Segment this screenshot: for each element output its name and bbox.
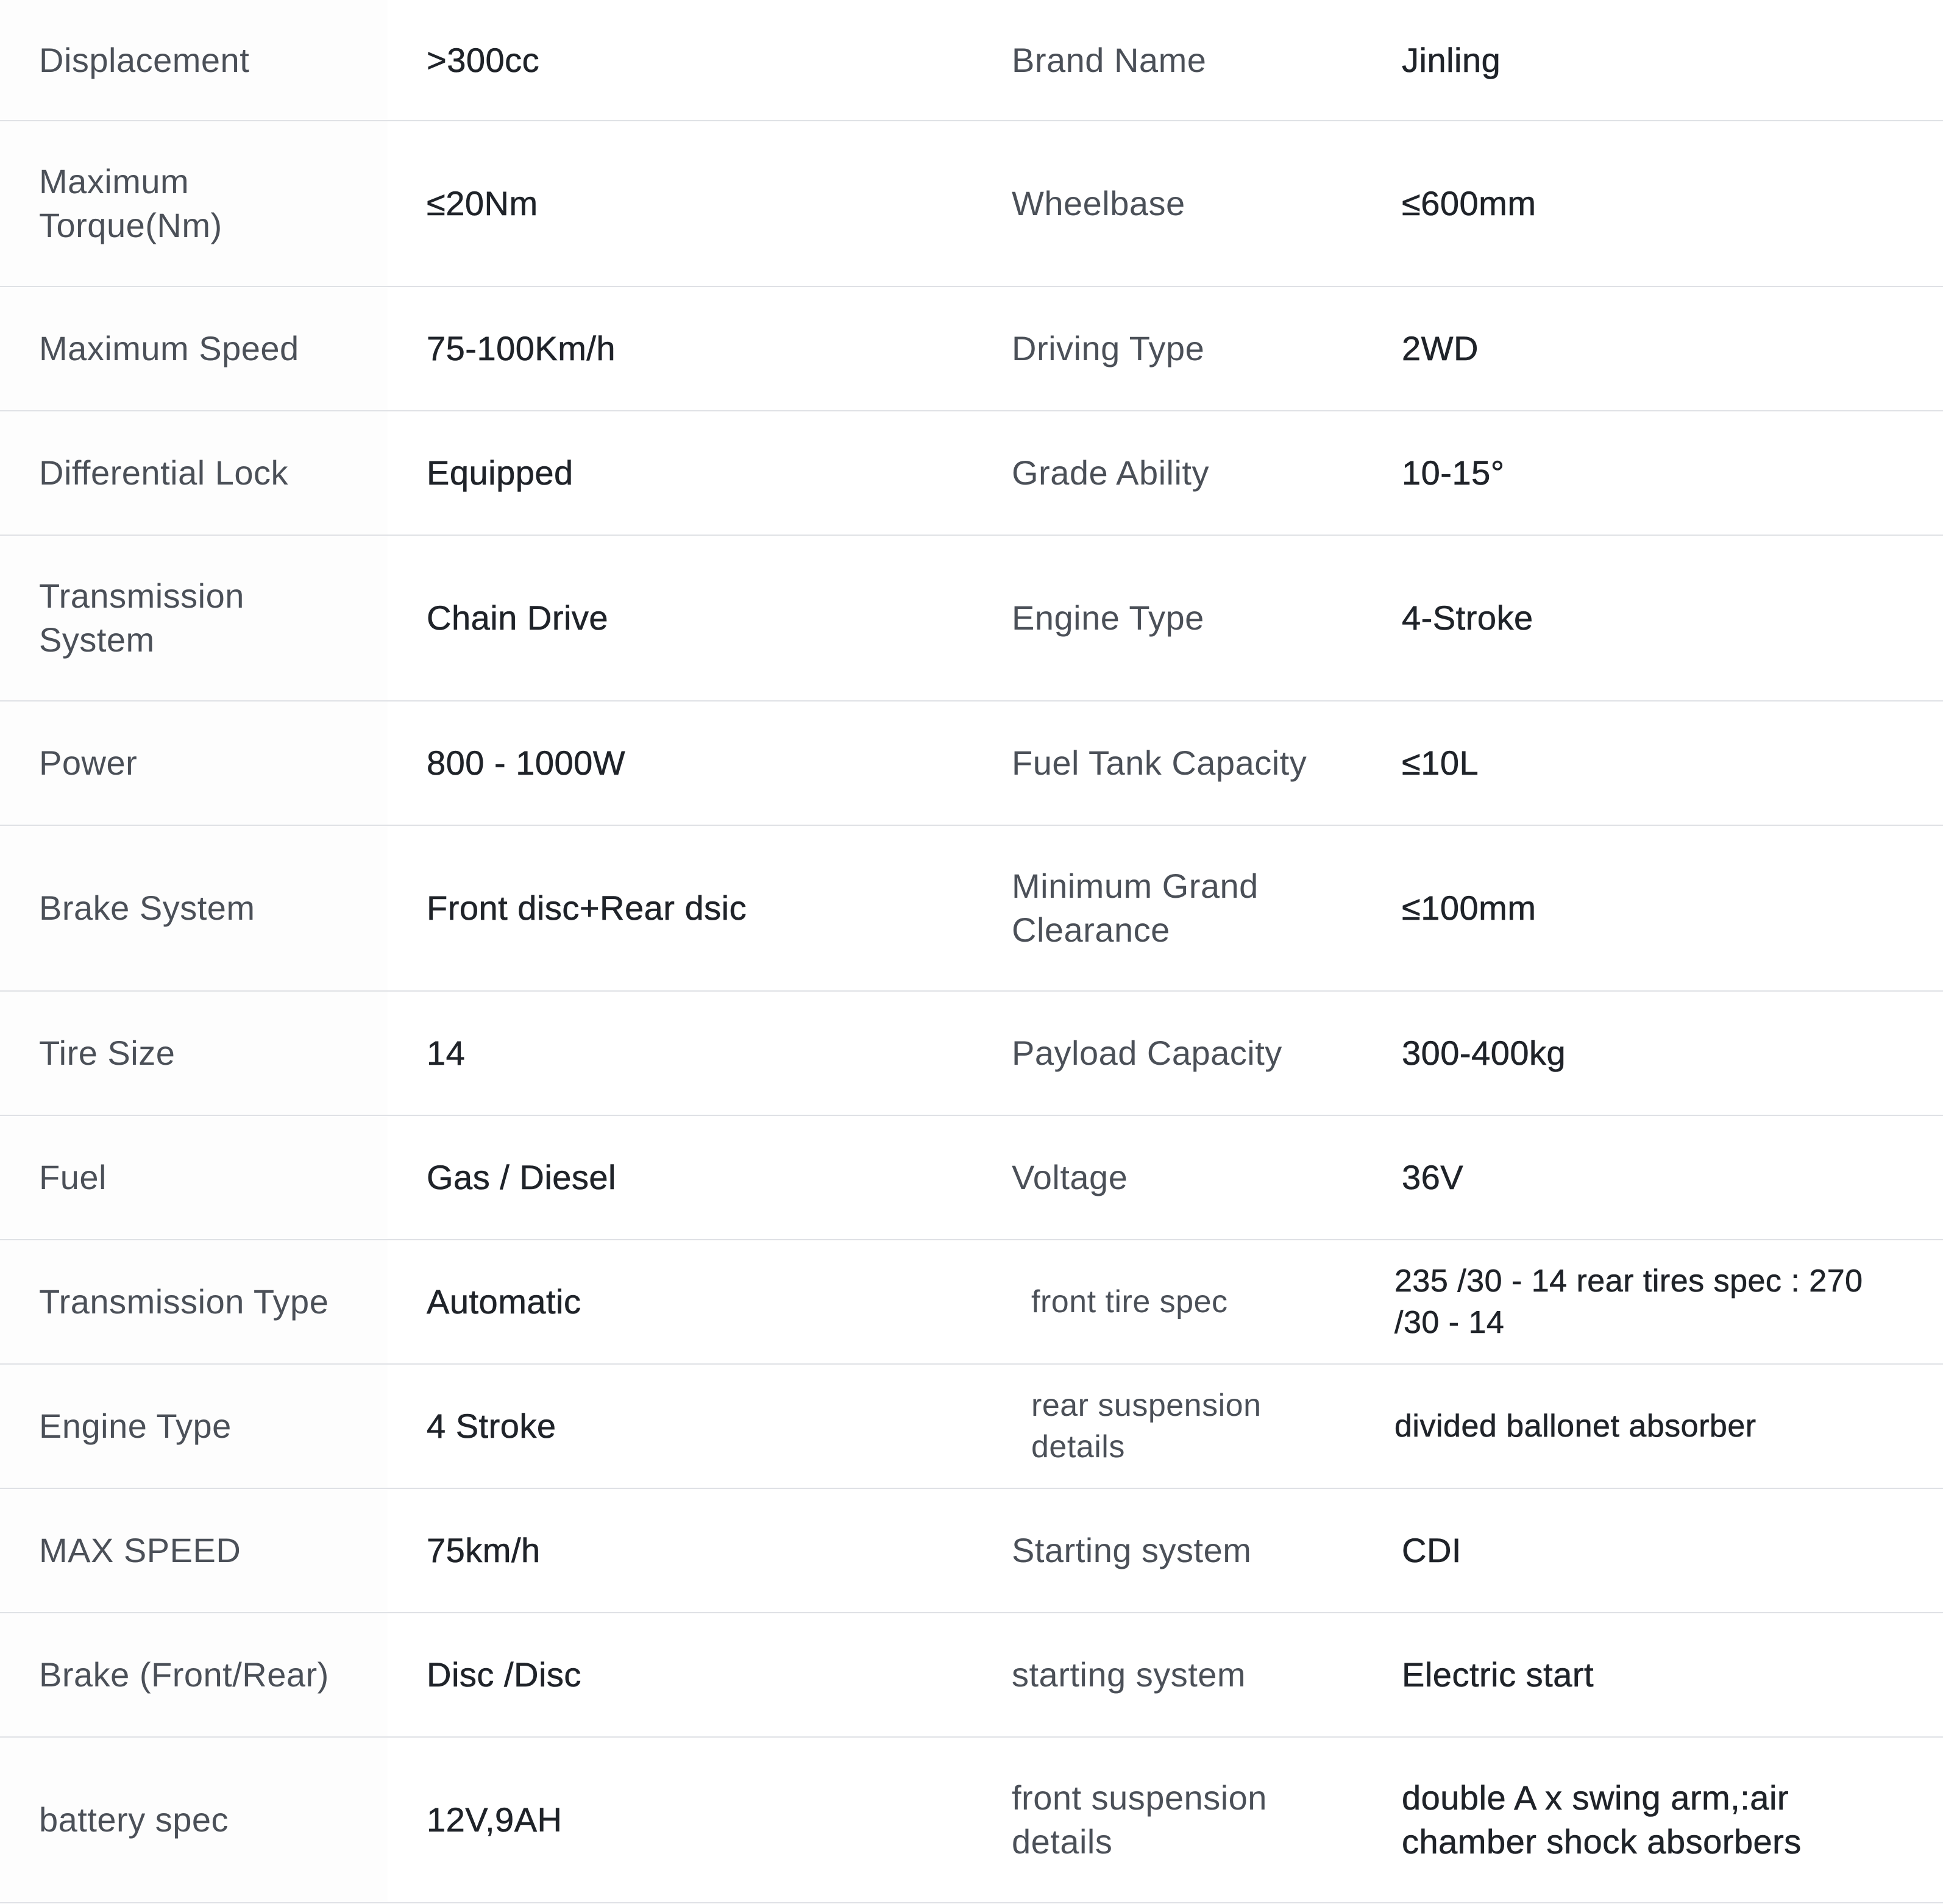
table-row bbox=[0, 1488, 1943, 1613]
spec-label: Fuel bbox=[0, 1115, 388, 1240]
spec-label: Maximum Torque(Nm) bbox=[0, 121, 388, 286]
table-row bbox=[0, 121, 1943, 286]
spec-value: ≤20Nm bbox=[388, 121, 973, 286]
spec-value: divided ballonet absorber bbox=[1363, 1364, 1943, 1488]
spec-value: 2WD bbox=[1363, 286, 1943, 411]
spec-label: Displacement bbox=[0, 0, 388, 121]
spec-value: Equipped bbox=[388, 411, 973, 535]
spec-value: 4 Stroke bbox=[388, 1364, 973, 1488]
spec-label: MAX SPEED bbox=[0, 1488, 388, 1613]
spec-value: 800 - 1000W bbox=[388, 701, 973, 825]
spec-value: Automatic bbox=[388, 1240, 973, 1364]
spec-label: Maximum Speed bbox=[0, 286, 388, 411]
spec-value: Front disc+Rear dsic bbox=[388, 825, 973, 991]
table-row bbox=[0, 1737, 1943, 1903]
spec-label: Voltage bbox=[973, 1115, 1363, 1240]
spec-value: ≤600mm bbox=[1363, 121, 1943, 286]
table-row bbox=[0, 1364, 1943, 1488]
spec-value: Electric start bbox=[1363, 1613, 1943, 1737]
spec-label: Wheelbase bbox=[973, 121, 1363, 286]
spec-value: 235 /30 - 14 rear tires spec : 270 /30 - 14 bbox=[1363, 1240, 1943, 1364]
spec-label: Grade Ability bbox=[973, 411, 1363, 535]
table-row bbox=[0, 411, 1943, 535]
spec-label: Engine Type bbox=[0, 1364, 388, 1488]
spec-value: Disc /Disc bbox=[388, 1613, 973, 1737]
spec-value: CDI bbox=[1363, 1488, 1943, 1613]
spec-value: 300-400kg bbox=[1363, 991, 1943, 1115]
spec-label: Minimum Grand Clearance bbox=[973, 825, 1363, 991]
table-row bbox=[0, 0, 1943, 121]
spec-value: ≤100mm bbox=[1363, 825, 1943, 991]
spec-label: front tire spec bbox=[973, 1240, 1363, 1364]
spec-value: 10-15° bbox=[1363, 411, 1943, 535]
spec-value: double A x swing arm,:air chamber shock absorbers bbox=[1363, 1737, 1943, 1903]
table-row bbox=[0, 535, 1943, 701]
spec-value: ≤10L bbox=[1363, 701, 1943, 825]
table-row bbox=[0, 991, 1943, 1115]
spec-label: Transmission Type bbox=[0, 1240, 388, 1364]
spec-value: 36V bbox=[1363, 1115, 1943, 1240]
table-row bbox=[0, 1613, 1943, 1737]
spec-label: battery spec bbox=[0, 1737, 388, 1903]
spec-label: Differential Lock bbox=[0, 411, 388, 535]
table-row bbox=[0, 286, 1943, 411]
spec-label: Driving Type bbox=[973, 286, 1363, 411]
spec-label: Tire Size bbox=[0, 991, 388, 1115]
table-row bbox=[0, 1240, 1943, 1364]
spec-label: Brand Name bbox=[973, 0, 1363, 121]
spec-value: Chain Drive bbox=[388, 535, 973, 701]
spec-label: Engine Type bbox=[973, 535, 1363, 701]
table-row bbox=[0, 1115, 1943, 1240]
spec-label: front suspension details bbox=[973, 1737, 1363, 1903]
spec-label: Starting system bbox=[973, 1488, 1363, 1613]
spec-value: 75-100Km/h bbox=[388, 286, 973, 411]
spec-value: Gas / Diesel bbox=[388, 1115, 973, 1240]
spec-label: starting system bbox=[973, 1613, 1363, 1737]
spec-label: Fuel Tank Capacity bbox=[973, 701, 1363, 825]
spec-label: Power bbox=[0, 701, 388, 825]
spec-value: Jinling bbox=[1363, 0, 1943, 121]
spec-value: 14 bbox=[388, 991, 973, 1115]
spec-label: Transmission System bbox=[0, 535, 388, 701]
spec-label: Brake (Front/Rear) bbox=[0, 1613, 388, 1737]
spec-value: 4-Stroke bbox=[1363, 535, 1943, 701]
table-row bbox=[0, 825, 1943, 991]
spec-value: >300cc bbox=[388, 0, 973, 121]
spec-value: 75km/h bbox=[388, 1488, 973, 1613]
spec-value: 12V,9AH bbox=[388, 1737, 973, 1903]
table-row bbox=[0, 701, 1943, 825]
spec-label: Payload Capacity bbox=[973, 991, 1363, 1115]
spec-label: rear suspension details bbox=[973, 1364, 1363, 1488]
spec-label: Brake System bbox=[0, 825, 388, 991]
